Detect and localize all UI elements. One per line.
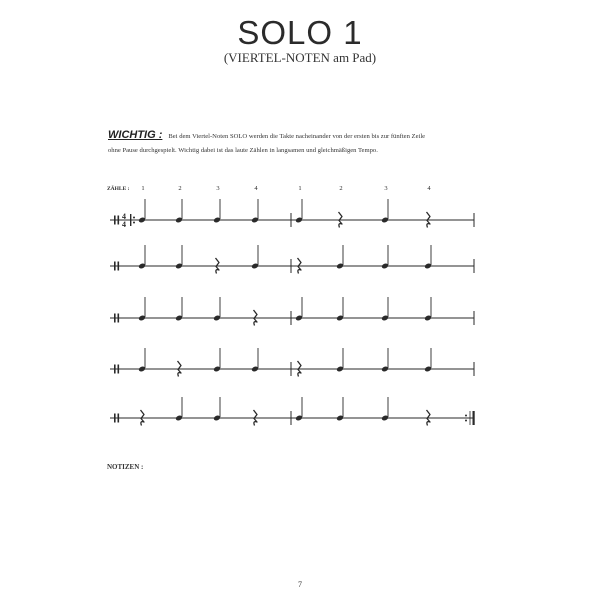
page-number: 7 <box>298 580 302 589</box>
page-title: SOLO 1 <box>237 14 363 51</box>
repeat-dot <box>133 217 135 219</box>
percussion-clef <box>118 262 120 271</box>
repeat-dot <box>465 420 467 422</box>
count-number: 3 <box>384 185 388 192</box>
count-number: 2 <box>339 185 343 192</box>
percussion-clef <box>118 365 120 374</box>
time-signature-bottom: 4 <box>122 220 126 229</box>
repeat-end-thick-bar <box>473 411 475 425</box>
count-number: 4 <box>254 185 258 192</box>
count-number: 2 <box>178 185 182 192</box>
count-label: ZÄHLE : <box>107 186 130 192</box>
percussion-clef <box>114 262 116 271</box>
count-number: 4 <box>427 185 431 192</box>
percussion-clef <box>118 216 120 225</box>
percussion-clef <box>114 314 116 323</box>
wichtig-label: WICHTIG : <box>108 129 163 141</box>
percussion-clef <box>114 414 116 423</box>
page-subtitle: (VIERTEL-NOTEN am Pad) <box>223 50 377 65</box>
notizen-label: NOTIZEN : <box>107 463 144 471</box>
percussion-clef <box>118 314 120 323</box>
count-number: 1 <box>141 185 145 192</box>
wichtig-text-1: Bei dem Viertel-Noten SOLO werden die Takte nacheinander von der ersten bis zur fünften Zeile <box>168 133 426 140</box>
repeat-dot <box>133 222 135 224</box>
repeat-dot <box>465 415 467 417</box>
count-number: 1 <box>298 185 302 192</box>
repeat-start-bar <box>130 214 131 226</box>
percussion-clef <box>114 365 116 374</box>
percussion-clef <box>114 216 116 225</box>
count-number: 3 <box>216 185 220 192</box>
wichtig-text-2: ohne Pause durchgespielt. Wichtig dabei ist das laute Zählen in langsamen und gleichmäßigen Tempo. <box>108 147 378 154</box>
time-signature-top: 4 <box>122 212 126 221</box>
percussion-clef <box>118 414 120 423</box>
